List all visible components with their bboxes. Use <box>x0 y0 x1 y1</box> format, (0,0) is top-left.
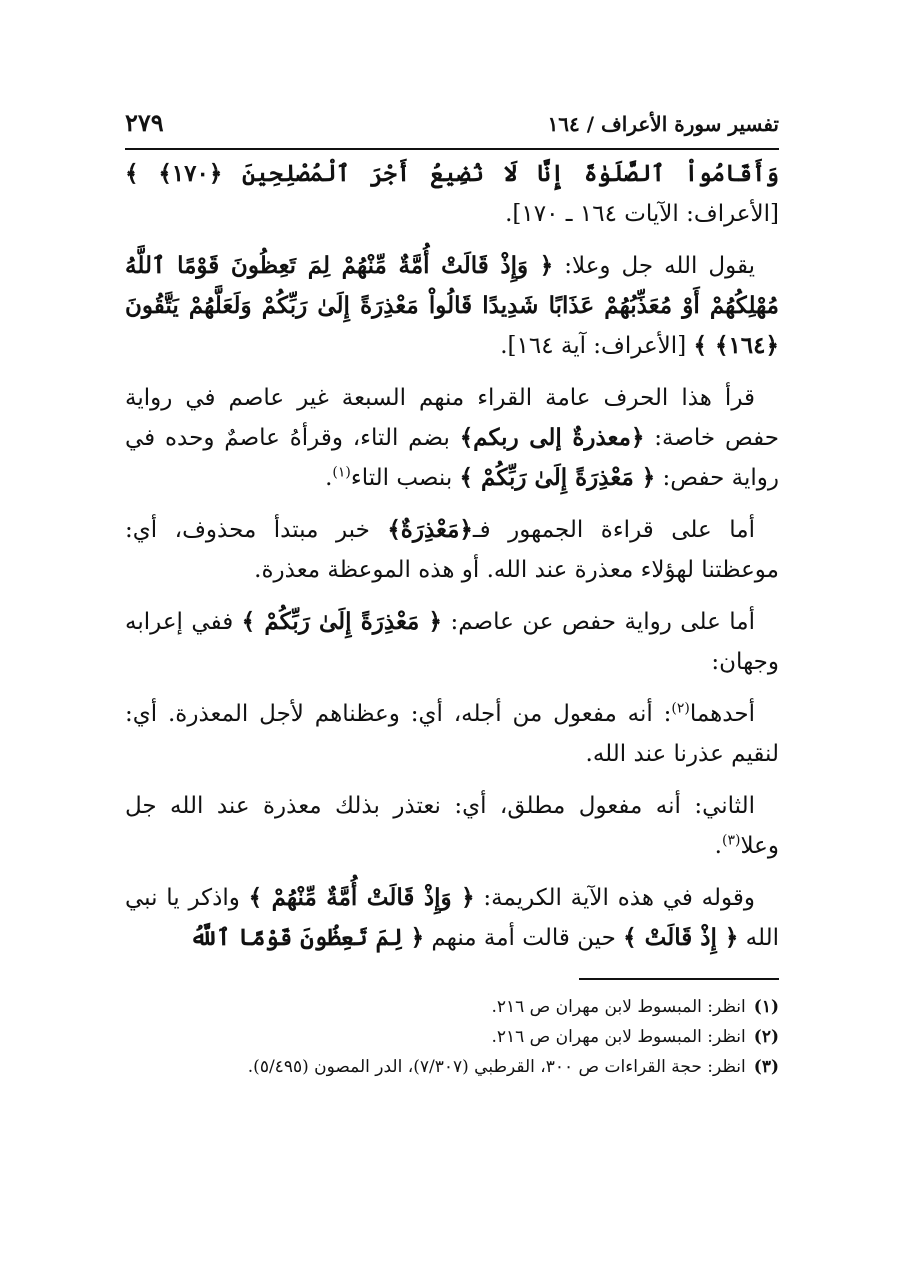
paragraph-text: أما على قراءة الجمهور فـ <box>472 517 755 543</box>
paragraph-text: : أنه مفعول من أجله، أي: وعظناهم لأجل المعذرة. أي: لنقيم عذرنا عند الله. <box>125 701 779 767</box>
paragraph <box>125 378 779 498</box>
quran-verse: ﴿مَعْذِرَةٌ﴾ <box>387 516 473 543</box>
quran-verse: ﴿ وَإِذْ قَالَتْ أُمَّةٌ مِّنْهُمْ لِمَ تَعِظُونَ قَوْمًا ٱللَّهُ مُهْلِكُهُمْ أَوْ مُعَذِّبُهُمْ عَذَابًا شَدِيدًا قَالُواْ مَعْذِرَةً إِلَىٰ رَبِّكُمْ وَلَعَلَّهُمْ يَتَّقُونَ ﴿١٦٤﴾ ﴾ <box>125 252 779 359</box>
page <box>125 108 779 1082</box>
paragraph <box>125 510 779 590</box>
paragraph <box>125 154 779 234</box>
footnote-number: (٣) <box>753 1057 779 1077</box>
footnote <box>125 1052 779 1082</box>
paragraph-text: . <box>714 833 722 859</box>
quran-verse: ﴿ مَعْذِرَةً إِلَىٰ رَبِّكُمْ ﴾ <box>241 608 443 635</box>
footnote-text: انظر: المبسوط لابن مهران ص ٢١٦. <box>491 997 746 1017</box>
footnote <box>125 992 779 1022</box>
quran-verse: ﴿ إِذْ قَالَتْ ﴾ <box>623 924 739 951</box>
paragraph <box>125 786 779 866</box>
paragraph-text: بضم التاء، وقرأهُ عاصمٌ وحده في رواية حفص: <box>125 425 779 491</box>
paragraph-text: الثاني: أنه مفعول مطلق، أي: نعتذر بذلك معذرة عند الله جل وعلا <box>125 793 779 859</box>
body-text <box>125 154 779 958</box>
footnote-ref: (١) <box>332 464 351 481</box>
footnote-ref: (٢) <box>671 700 690 717</box>
footnote-text: انظر: المبسوط لابن مهران ص ٢١٦. <box>491 1027 746 1047</box>
paragraph-text: [الأعراف: الآيات ١٦٤ ـ ١٧٠]. <box>505 201 779 227</box>
paragraph <box>125 878 779 958</box>
running-title: تفسير سورة الأعراف / ١٦٤ <box>547 112 779 136</box>
quran-verse: ﴿ وَإِذْ قَالَتْ أُمَّةٌ مِّنْهُمْ ﴾ <box>248 884 475 911</box>
footnote-ref: (٣) <box>721 832 741 849</box>
paragraph-text: حين قالت أمة منهم <box>424 925 624 951</box>
paragraph-text: ففي إعرابه وجهان: <box>125 609 779 675</box>
paragraph-text: يقول الله جل وعلا: <box>553 253 755 279</box>
paragraph <box>125 602 779 682</box>
paragraph-text: أما على رواية حفص عن عاصم: <box>442 609 755 635</box>
quran-verse: وَأَقَامُواْ ٱلصَّلَوٰةَ إِنَّا لَا نُضِيعُ أَجْرَ ٱلْمُصْلِحِينَ ﴿١٧٠﴾ ﴾ <box>125 160 779 187</box>
paragraph-text: خبر مبتدأ محذوف، أي: موعظتنا لهؤلاء معذرة عند الله. أو هذه الموعظة معذرة. <box>125 517 779 583</box>
paragraph <box>125 694 779 774</box>
page-header <box>125 108 779 150</box>
paragraph-text: بنصب التاء <box>350 465 460 491</box>
paragraph-text: قرأ هذا الحرف عامة القراء منهم السبعة غير عاصم في رواية حفص خاصة: <box>125 385 779 451</box>
paragraph-text: وقوله في هذه الآية الكريمة: <box>474 885 755 911</box>
paragraph <box>125 246 779 366</box>
paragraph-text: واذكر يا نبي الله <box>125 885 779 951</box>
quran-verse: ﴿معذرةٌ إلى ربكم﴾ <box>459 424 645 451</box>
page-number: ٢٧٩ <box>125 108 164 137</box>
footnote-separator <box>579 978 779 980</box>
quran-verse: ﴿ مَعْذِرَةً إِلَىٰ رَبِّكُمْ ﴾ <box>459 464 656 491</box>
footnote-number: (٢) <box>753 1027 779 1047</box>
footnote-text: انظر: حجة القراءات ص ٣٠٠، القرطبي (٧/٣٠٧)، الدر المصون (٥/٤٩٥). <box>247 1057 746 1077</box>
paragraph-text: . <box>325 465 333 491</box>
footnote-number: (١) <box>753 997 779 1017</box>
footnote <box>125 1022 779 1052</box>
paragraph-text: أحدهما <box>689 701 755 727</box>
footnotes <box>125 992 779 1082</box>
paragraph-text: [الأعراف: آية ١٦٤]. <box>500 333 694 359</box>
quran-verse: ﴿ لِمَ تَعِظُونَ قَوْمًا ٱللَّهُ <box>189 924 425 951</box>
